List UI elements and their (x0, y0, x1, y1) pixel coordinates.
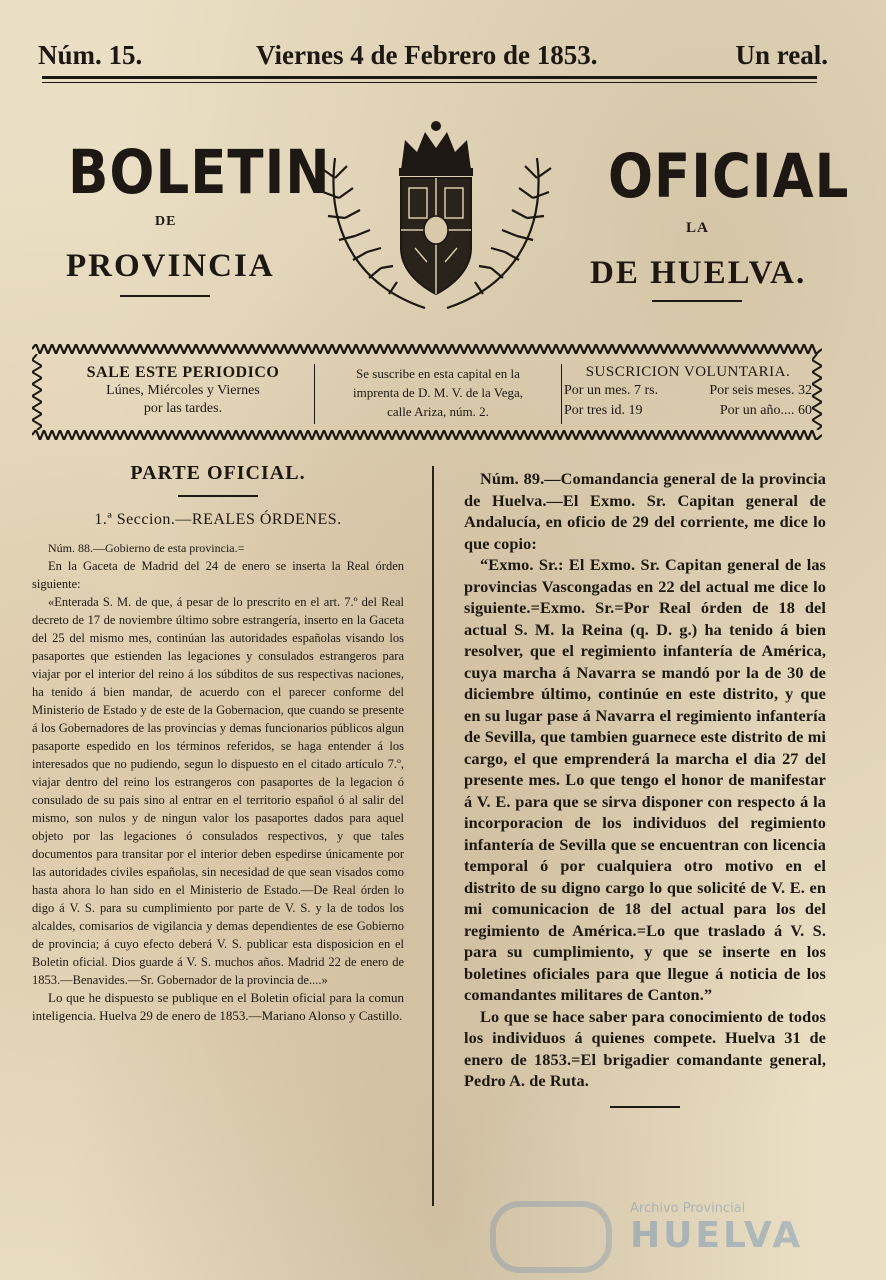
title-provincia: PROVINCIA (66, 248, 275, 284)
section-title-rule (178, 495, 258, 497)
masthead-rule (42, 76, 817, 79)
article-89-closing: Lo que se hace saber para conocimiento de todos los individuos á quienes compete. Huelva 31 de enero de 1853.=El brigadier comandante general, Pedro A. de Ruta. (464, 1006, 826, 1090)
column-divider (432, 466, 434, 1206)
archive-watermark (480, 1195, 810, 1265)
right-column (464, 468, 826, 1108)
address-line-3: calle Ariza, núm. 2. (387, 404, 489, 419)
title-la: LA (686, 220, 709, 236)
watermark-line-2: HUELVA (630, 1215, 804, 1256)
subsection-heading: 1.ª Seccion.—REALES ÓRDENES. (94, 511, 342, 528)
section-title-parte-oficial: PARTE OFICIAL. (130, 462, 306, 484)
schedule-time: por las tardes. (143, 401, 223, 416)
subscription-box (32, 344, 822, 444)
publication-schedule (52, 364, 314, 424)
watermark-line-1: Archivo Provincial (630, 1201, 746, 1216)
article-89-heading: Núm. 89.—Comandancia general de la provincia de Huelva.—El Exmo. Sr. Capitan general de Andalucía, en oficio de 29 del corriente, me dice lo que copio: (464, 469, 826, 553)
article-88 (32, 539, 404, 1025)
archive-logo-icon (490, 1201, 612, 1273)
issue-date: Viernes 4 de Febrero de 1853. (256, 40, 598, 70)
subscription-prices (562, 364, 814, 424)
title-ornament-right (652, 300, 742, 302)
subscription-address (314, 364, 562, 424)
price-three-months: Por tres id. 19 (564, 403, 643, 418)
price-six-months: Por seis meses. 32 (709, 383, 812, 398)
prices-heading: SUSCRICION VOLUNTARIA. (585, 364, 791, 380)
masthead-line (38, 40, 828, 76)
title-ornament-left (120, 295, 210, 297)
article-88-headline: Núm. 88.—Gobierno de esta provincia.= (48, 541, 245, 555)
price-year: Por un año.... 60 (719, 403, 812, 418)
price-row-2 (562, 401, 814, 421)
title-boletin: BOLETIN (68, 138, 331, 209)
title-de-huelva: DE HUELVA. (590, 255, 807, 291)
schedule-heading: SALE ESTE PERIODICO (86, 364, 280, 381)
address-line-2: imprenta de D. M. V. de la Vega, (352, 385, 524, 400)
price-row-1 (562, 381, 814, 401)
schedule-days: Lúnes, Miércoles y Viernes (106, 383, 260, 398)
issue-price: Un real. (735, 40, 828, 70)
issue-number: Núm. 15. (38, 40, 143, 70)
left-column (32, 458, 404, 1025)
zigzag-border-bottom (32, 430, 822, 440)
title-de: DE (155, 214, 177, 229)
article-88-closing: Lo que he dispuesto se publique en el Boletin oficial para la comun inteligencia. Huelva 29 de enero de 1853.—Mariano Alonso y Castillo. (32, 990, 404, 1023)
end-rule (610, 1106, 680, 1108)
masthead-rule-thin (42, 82, 817, 83)
title-oficial: OFICIAL (608, 142, 850, 213)
royal-crest-icon (305, 118, 567, 326)
article-89-body: “Exmo. Sr.: El Exmo. Sr. Capitan general de las provincias Vascongadas en 22 del actual me dice lo siguiente.=Exmo. Sr.=Por Real órden de 18 del actual S. M. la Reina (q. D. g.) ha tenido á bien resolver, que el regimiento infantería de América, cuya marcha á Navarra se mandó por la de 30 de diciembre último, continúe en este distrito, y que en su lugar pase á Navarra el regimiento infantería de Sevilla, que tambien guarnece este distrito de mi cargo, el que emprenderá la marcha el dia 27 del presente mes. Lo que tengo el honor de manifestar á V. E. para que se sirva disponer con respecto á la incorporacion de los individuos del regimiento infantería de Sevilla que se encuentran con licencia temporal ó por cualquiera otro motivo en el distrito de su digno cargo lo que solicité de V. E. en mi comunicacion de 18 del actual para los del regimiento de América.=Lo que traslado á V. S. para su cumplimiento, y que se inserte en los boletines oficiales para que llegue á noticia de los comandantes militares de Canton.” (464, 555, 826, 1004)
address-line-1: Se suscribe en esta capital en la (356, 366, 520, 381)
article-88-intro: En la Gaceta de Madrid del 24 de enero se inserta la Real órden siguiente: (32, 559, 404, 591)
zigzag-border-top (32, 344, 822, 354)
article-88-body: «Enterada S. M. de que, á pesar de lo prescrito en el art. 7.º del Real decreto de 17 de noviembre último sobre estrangería, inserto en la Gaceta del 25 del mismo mes, continúan las autoridades españolas visando los pasaportes que estienden las legaciones y consulados estrangeros para viajar por el interior del reino á los súbditos de sus respectivas naciones, ha tenido á bien mandar, de acuerdo con el parecer conforme del Ministerio de Estado y de este de la Gobernacion, que cuando se presente á los Gobernadores de las provincias y demas funcionarios públicos algun pasaporte espedido en los términos referidos, se haga entender á los interesados que no pudiendo, segun lo dispuesto en el citado artículo 7.º, viajar dentro del reino los estrangeros con pasaportes de la legacion ó consulado de su pais sino al entrar en el territorio español ó al salir del mismo, son nulos y de ningun valor los pasaportes dados para aquel objeto por las legaciones ó consulados respectivos, y que tales documentos para transitar por el interior deben espedirse únicamente por las autoridades civiles españolas, sin necesidad de que sean visados como hasta ahora lo han sido en el Ministerio de Estado.—De Real órden lo digo á V. S. para su cumplimiento por parte de V. S. y la de todos los alcaldes, comisarios de vigilancia y demas dependientes de ese Gobierno de provincia; á cuyo efecto deberá V. S. publicar esta disposicion en el Boletin oficial. Dios guarde á V. S. muchos años. Madrid 22 de enero de 1853.—Benavides.—Sr. Gobernador de la provincia de....» (32, 595, 404, 987)
price-month: Por un mes. 7 rs. (564, 383, 659, 398)
zigzag-border-left (32, 354, 42, 430)
